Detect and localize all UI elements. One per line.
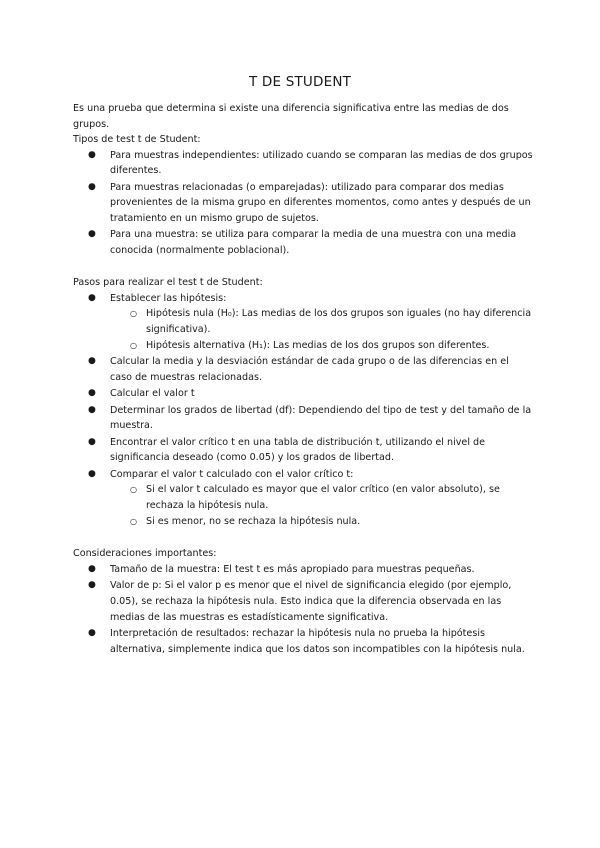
list-item-text: Tamaño de la muestra: El test t es más apropiado para muestras pequeñas. <box>110 563 475 575</box>
considerations-list <box>73 562 533 657</box>
steps-list <box>73 291 533 530</box>
list-item-text: Establecer las hipótesis: <box>110 292 227 304</box>
sublist-item <box>110 482 533 513</box>
list-item <box>73 354 533 385</box>
bullet-icon: ● <box>88 356 96 367</box>
bullet-icon: ● <box>88 404 96 415</box>
list-item <box>73 578 533 625</box>
list-item <box>73 403 533 434</box>
list-item-text: Para muestras relacionadas (o emparejadas): utilizado para comparar dos medias provenientes de la misma grupo en diferentes momentos, como antes y después de un tratamiento en un mismo grupo de sujetos. <box>110 181 531 224</box>
bullet-icon: ● <box>88 563 96 574</box>
list-item-text: Determinar los grados de libertad (df): Dependiendo del tipo de test y del tamaño de la muestra. <box>110 404 532 432</box>
compare-sublist <box>110 482 533 530</box>
circle-bullet-icon: ○ <box>130 309 137 319</box>
list-item-text: Calcular el valor t <box>110 388 195 400</box>
sublist-item-text: Si el valor t calculado es mayor que el valor crítico (en valor absoluto), se rechaza la hipótesis nula. <box>146 484 500 512</box>
circle-bullet-icon: ○ <box>130 485 137 495</box>
list-item-text: Encontrar el valor crítico t en una tabla de distribución t, utilizando el nivel de significancia deseado (como 0.05) y los grados de libertad. <box>110 436 486 464</box>
types-list <box>73 148 533 259</box>
bullet-icon: ● <box>88 468 96 479</box>
bullet-icon: ● <box>88 388 96 399</box>
sublist-item <box>110 514 533 530</box>
bullet-icon: ● <box>88 292 96 303</box>
list-item <box>73 386 533 402</box>
sublist-item-text: Si es menor, no se rechaza la hipótesis nula. <box>146 516 361 528</box>
list-item <box>73 435 533 466</box>
list-item <box>73 291 533 354</box>
list-item <box>73 467 533 530</box>
bullet-icon: ● <box>88 149 96 160</box>
bullet-icon: ● <box>88 436 96 447</box>
spacer <box>73 259 533 275</box>
bullet-icon: ● <box>88 580 96 591</box>
list-item-text: Para muestras independientes: utilizado cuando se comparan las medias de dos grupos diferentes. <box>110 149 533 177</box>
list-item-text: Valor de p: Si el valor p es menor que el nivel de significancia elegido (por ejemplo, 0.05), se rechaza la hipótesis nula. Esto indica que la diferencia observada en las medias de las muestras es estadísticamente significativa. <box>110 580 512 623</box>
bullet-icon: ● <box>88 181 96 192</box>
list-item-text: Calcular la media y la desviación estándar de cada grupo o de las diferencias en el caso de muestras relacionadas. <box>110 356 509 384</box>
circle-bullet-icon: ○ <box>130 517 137 527</box>
sublist-item <box>110 306 533 337</box>
document-body <box>73 101 533 658</box>
circle-bullet-icon: ○ <box>130 341 137 351</box>
list-item-text: Comparar el valor t calculado con el valor crítico t: <box>110 468 354 480</box>
list-item-text: Para una muestra: se utiliza para comparar la media de una muestra con una media conocida (normalmente poblacional). <box>110 229 517 256</box>
sublist-item <box>110 338 533 354</box>
steps-heading: Pasos para realizar el test t de Student: <box>73 276 263 288</box>
list-item <box>73 227 533 258</box>
types-heading: Tipos de test t de Student: <box>73 134 201 146</box>
page-title: T DE STUDENT <box>248 74 352 90</box>
list-item <box>73 180 533 227</box>
considerations-heading: Consideraciones importantes: <box>73 548 217 560</box>
hypotheses-sublist <box>110 306 533 354</box>
bullet-icon: ● <box>88 627 96 638</box>
sublist-item-text: Hipótesis nula (H₀): Las medias de los dos grupos son iguales (no hay diferencia significativa). <box>146 308 532 335</box>
spacer <box>73 531 533 547</box>
list-item <box>73 562 533 578</box>
list-item <box>73 626 533 657</box>
list-item <box>73 148 533 179</box>
intro-paragraph: Es una prueba que determina si existe una diferencia significativa entre las medias de dos grupos. <box>73 103 509 130</box>
list-item-text: Interpretación de resultados: rechazar la hipótesis nula no prueba la hipótesis alternativa, simplemente indica que los datos son incompatibles con la hipótesis nula. <box>110 627 525 655</box>
bullet-icon: ● <box>88 229 96 240</box>
sublist-item-text: Hipótesis alternativa (H₁): Las medias de los dos grupos son diferentes. <box>146 340 490 352</box>
